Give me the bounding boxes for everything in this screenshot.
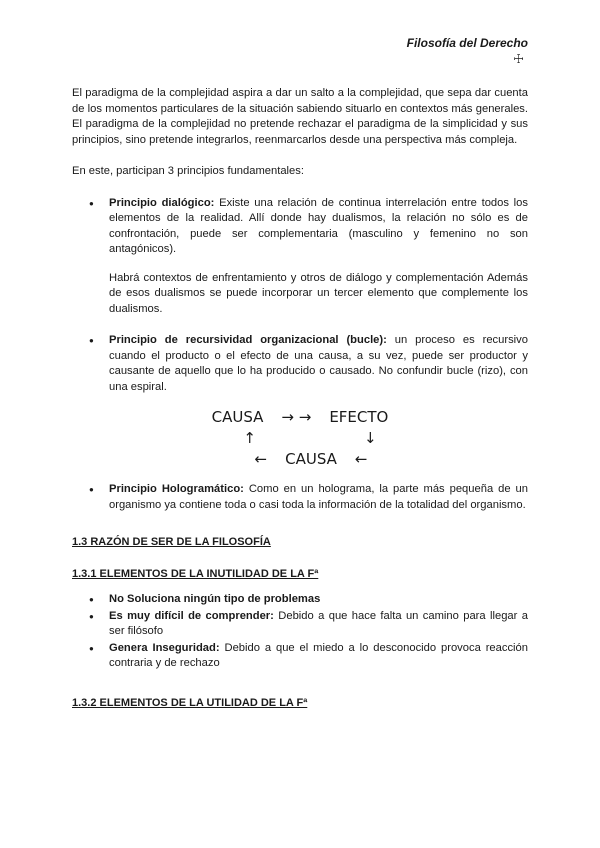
diagram-cause: CAUSA bbox=[211, 408, 264, 426]
principle-extra: Habrá contextos de enfrentamiento y otros de diálogo y complementación Además de esos dualismos se puede incorporar un tercer elemento que complemente los dualismos. bbox=[109, 271, 528, 315]
document-body bbox=[72, 86, 528, 711]
section-heading: 1.3.2 ELEMENTOS DE LA UTILIDAD DE LA Fª bbox=[72, 696, 308, 709]
principles-list bbox=[72, 196, 528, 258]
list-item bbox=[72, 482, 528, 513]
list-item bbox=[72, 592, 528, 608]
arrow-left-icon: ← bbox=[354, 450, 368, 468]
section-heading: 1.3.1 ELEMENTOS DE LA INUTILIDAD DE LA Fª bbox=[72, 567, 319, 580]
arrow-left-icon: ← bbox=[254, 450, 268, 468]
item-text: Debido a que hace falta un camino para llegar a ser filósofo bbox=[109, 609, 528, 637]
list-item bbox=[72, 333, 528, 395]
item-title: No Soluciona ningún tipo de problemas bbox=[109, 593, 321, 605]
list-item bbox=[72, 609, 528, 640]
principle-title: Principio de recursividad organizacional (bucle): bbox=[109, 334, 387, 346]
principle-title: Principio dialógico: bbox=[109, 196, 215, 209]
principle-text: Como en un holograma, la parte más pequeña de un organismo ya contiene toda o casi toda la información de la totalidad del organismo. bbox=[109, 483, 528, 511]
cross-ornament-icon: ☩ bbox=[513, 52, 524, 66]
diagram-cause-bottom: CAUSA bbox=[285, 450, 337, 468]
arrow-right-icon: → → bbox=[281, 408, 312, 426]
item-title: Genera Inseguridad: bbox=[109, 641, 220, 654]
inutilidad-list bbox=[72, 592, 528, 672]
header-title: Filosofía del Derecho bbox=[406, 36, 528, 50]
arrow-up-icon: ↑ bbox=[243, 429, 256, 447]
item-text: Debido a que el miedo a lo desconocido provoca reacción contraria y de rechazo bbox=[109, 641, 528, 669]
section-heading: 1.3 RAZÓN DE SER DE LA FILOSOFÍA bbox=[72, 536, 271, 548]
list-item bbox=[72, 641, 528, 672]
causality-diagram bbox=[72, 407, 528, 470]
principle-title: Principio Hologramático: bbox=[109, 483, 244, 495]
list-item bbox=[72, 196, 528, 258]
principle-text: Existe una relación de continua interrelación entre todos los elementos de la realidad. Allí donde hay dualismos, la relación no sólo es de confrontación, puede ser complementaria (masculino y femenino no son antagónicos). bbox=[109, 196, 528, 255]
principle-text: un proceso es recursivo cuando el producto o el efecto de una causa, a su vez, puede ser productor y causante de aquello que lo ha producido o causado. No confundir bucle (rizo), con una espiral. bbox=[109, 334, 528, 393]
diagram-effect: EFECTO bbox=[329, 408, 389, 426]
item-title: Es muy difícil de comprender: bbox=[109, 609, 274, 622]
lead-paragraph: En este, participan 3 principios fundamentales: bbox=[72, 165, 304, 177]
principles-list-2 bbox=[72, 333, 528, 395]
principles-list-3 bbox=[72, 482, 528, 513]
arrow-down-icon: ↓ bbox=[364, 429, 377, 447]
intro-paragraph: El paradigma de la complejidad aspira a dar un salto a la complejidad, que sepa dar cuenta de los momentos particulares de la situación sabiendo situarlo en contextos más generales. El paradigma de la complejidad no pretende rechazar el paradigma de la simplicidad y sus principios, sino pretende integrarlos, reenmarcarlos desde una perspectiva más compleja. bbox=[72, 87, 528, 146]
